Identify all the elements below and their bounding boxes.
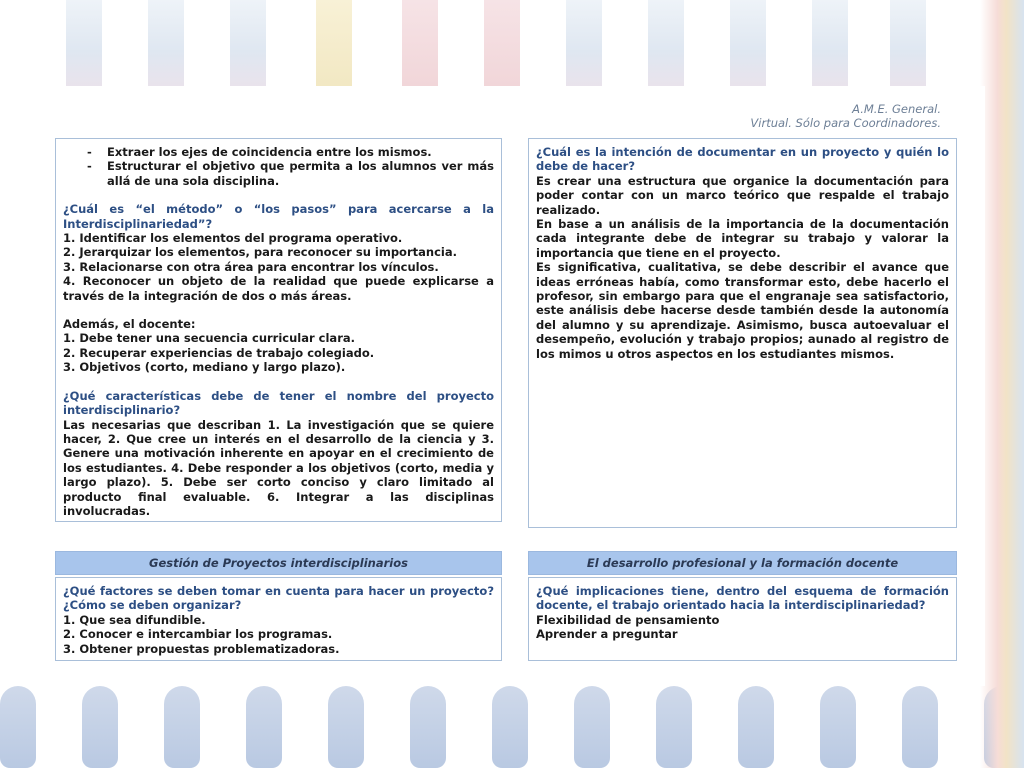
stripe (82, 686, 118, 768)
list-item: Flexibilidad de pensamiento (536, 612, 720, 627)
question-factors: ¿Qué factores se deben tomar en cuenta para hacer un proyecto? ¿Cómo se deben organizar? (63, 584, 494, 613)
stripe (492, 686, 528, 768)
question-project-name: ¿Qué características debe de tener el nombre del proyecto interdisciplinario? (63, 388, 494, 418)
stripe (890, 0, 926, 86)
section-band-desarrollo: El desarrollo profesional y la formación docente (528, 551, 957, 575)
left-content-box (55, 138, 502, 522)
list-item: 3. Relacionarse con otra área para encontrar los vínculos. (63, 259, 439, 274)
slide-header (750, 102, 941, 130)
question-method: ¿Cuál es “el método” o “los pasos” para acercarse a la Interdisciplinariedad”? (63, 202, 494, 231)
slide-page (0, 86, 985, 686)
paragraph: Es significativa, cualitativa, se debe describir el avance que ideas erróneas había, como transformar esto, debe hacerlo el profesor, sin embargo para que el engranaje sea satisfactorio, este análisis debe hacerse desde también desde la autonomía del alumno y su aprendizaje. Asimismo, busca autoevaluar el desempeño, evolución y trabajo propios; aunado al registro de los mimos u otros aspectos en los estudiantes mismos. (536, 260, 949, 361)
stripe (730, 0, 766, 86)
stripe (648, 0, 684, 86)
stripe (246, 686, 282, 768)
question-documentation: ¿Cuál es la intención de documentar en un proyecto y quién lo debe de hacer? (536, 145, 949, 174)
header-line-2: Virtual. Sólo para Coordinadores. (750, 116, 941, 130)
paragraph: En base a un análisis de la importancia de la documentación cada integrante debe de integrar su trabajo y valorar la importancia que tiene en el proyecto. (536, 217, 949, 260)
decorative-right-edge (980, 0, 1024, 768)
stripe (656, 686, 692, 768)
decorative-bottom-stripes (0, 686, 1024, 768)
stripe (484, 0, 520, 86)
list-item: 1. Que sea difundible. (63, 612, 206, 627)
question-implications: ¿Qué implicaciones tiene, dentro del esquema de formación docente, el trabajo orientado hacia la interdisciplinariedad? (536, 584, 949, 613)
right-content-box (528, 138, 957, 528)
list-item: - Estructurar el objetivo que permita a los alumnos ver más allá de una sola disciplina. (107, 159, 494, 188)
stripe (820, 686, 856, 768)
stripe (164, 686, 200, 768)
stripe (402, 0, 438, 86)
stripe (230, 0, 266, 86)
stripe (574, 686, 610, 768)
list-item: 3. Objetivos (corto, mediano y largo plazo). (63, 360, 346, 375)
list-item: 1. Debe tener una secuencia curricular clara. (63, 331, 355, 346)
list-item: Aprender a preguntar (536, 627, 678, 642)
list-item: 2. Conocer e intercambiar los programas. (63, 627, 333, 642)
desarrollo-box (528, 577, 957, 661)
decorative-top-stripes (0, 0, 1024, 86)
ademas-title: Además, el docente: (63, 317, 196, 332)
stripe (902, 686, 938, 768)
stripe (0, 686, 36, 768)
bullet-list (63, 145, 494, 188)
list-item: 4. Reconocer un objeto de la realidad que puede explicarse a través de la integración de dos o más áreas. (63, 274, 494, 303)
stripe (812, 0, 848, 86)
list-item: 2. Recuperar experiencias de trabajo colegiado. (63, 345, 375, 360)
header-line-1: A.M.E. General. (852, 102, 941, 116)
answer-project-name: Las necesarias que describan 1. La investigación que se quiere hacer, 2. Que cree un interés en el desarrollo de la ciencia y 3. Genere una motivación inherente en apoyar en el crecimiento de los estudiantes. 4. Debe responder a los objetivos (corto, media y largo plazo). 5. Debe ser corto conciso y claro limitado al producto final evaluable. 6. Integrar a las disciplinas involucradas. (63, 417, 494, 518)
list-item: 2. Jerarquizar los elementos, para reconocer su importancia. (63, 245, 457, 260)
section-band-gestion: Gestión de Proyectos interdisciplinarios (55, 551, 502, 575)
gestion-box (55, 577, 502, 661)
stripe (66, 0, 102, 86)
stripe (410, 686, 446, 768)
paragraph: Es crear una estructura que organice la documentación para poder contar con un marco teórico que respalde el trabajo realizado. (536, 173, 949, 217)
list-item: 1. Identificar los elementos del programa operativo. (63, 231, 403, 246)
stripe (738, 686, 774, 768)
list-item: - Extraer los ejes de coincidencia entre los mismos. (107, 145, 494, 159)
stripe (148, 0, 184, 86)
stripe (566, 0, 602, 86)
list-item: 3. Obtener propuestas problematizadoras. (63, 641, 340, 656)
stripe (328, 686, 364, 768)
stripe (316, 0, 352, 86)
